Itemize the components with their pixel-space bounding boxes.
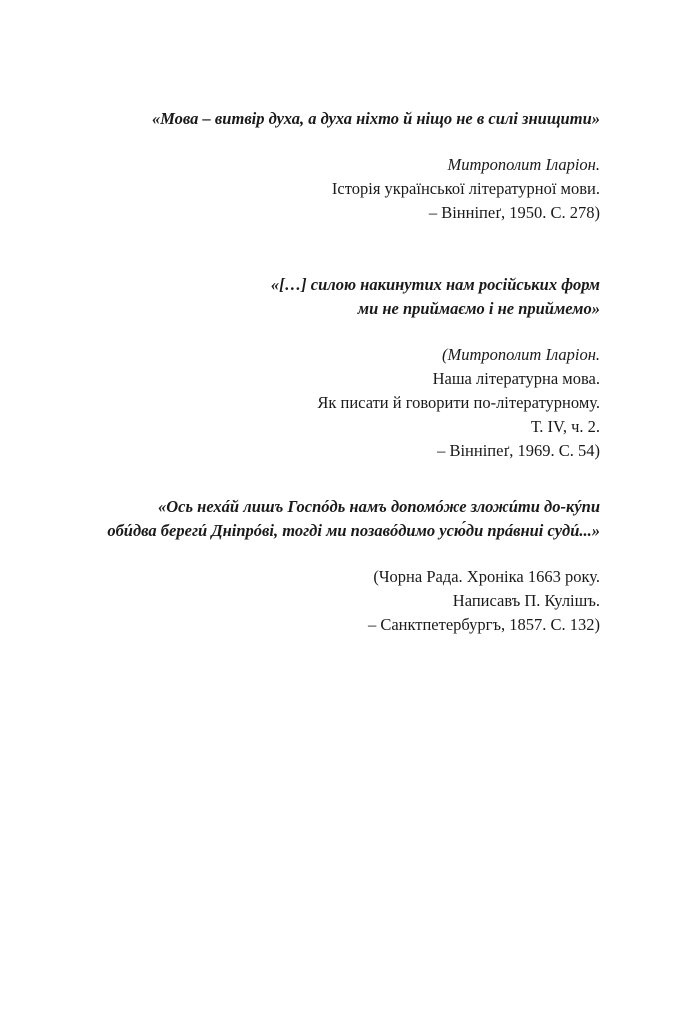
citation-line: Наша літературна мова. — [432, 369, 600, 388]
citation — [40, 343, 600, 463]
citation-line: Як писати й говорити по-літературному. — [317, 393, 600, 412]
citation-line: Історія української літературної мови. — [331, 179, 600, 198]
citation-line: Т. IV, ч. 2. — [530, 417, 600, 436]
epigraph-3 — [40, 495, 600, 637]
citation-author: (Митрополит Іларіон. — [441, 345, 600, 364]
quote-line: «Ось нехáй лишъ Госпóдь намъ допомóже зложúти до-кýпи — [158, 497, 600, 516]
quote-line: «[…] силою накинутих нам російських форм — [270, 275, 600, 294]
epigraph-2 — [40, 273, 600, 463]
epigraph-1 — [40, 107, 600, 225]
citation-line: – Вінніпеґ, 1950. С. 278) — [428, 203, 600, 222]
quote-line: обúдва берегú Дніпрóві, тогді ми позавóдимо усю́ди прáвниі судú...» — [107, 521, 600, 540]
quote-line: ми не приймаємо і не приймемо» — [357, 299, 600, 318]
citation — [40, 565, 600, 637]
citation-line: – Вінніпеґ, 1969. С. 54) — [437, 441, 600, 460]
citation-line: (Чорна Рада. Хроніка 1663 року. — [373, 567, 600, 586]
citation-line: – Санктпетербургъ, 1857. С. 132) — [367, 615, 600, 634]
quote-line: «Мова – витвір духа, а духа ніхто й ніщо не в силі знищити» — [151, 109, 600, 128]
citation-author: Митрополит Іларіон. — [447, 155, 600, 174]
citation-line: Написавъ П. Кулішъ. — [452, 591, 600, 610]
citation — [40, 153, 600, 225]
